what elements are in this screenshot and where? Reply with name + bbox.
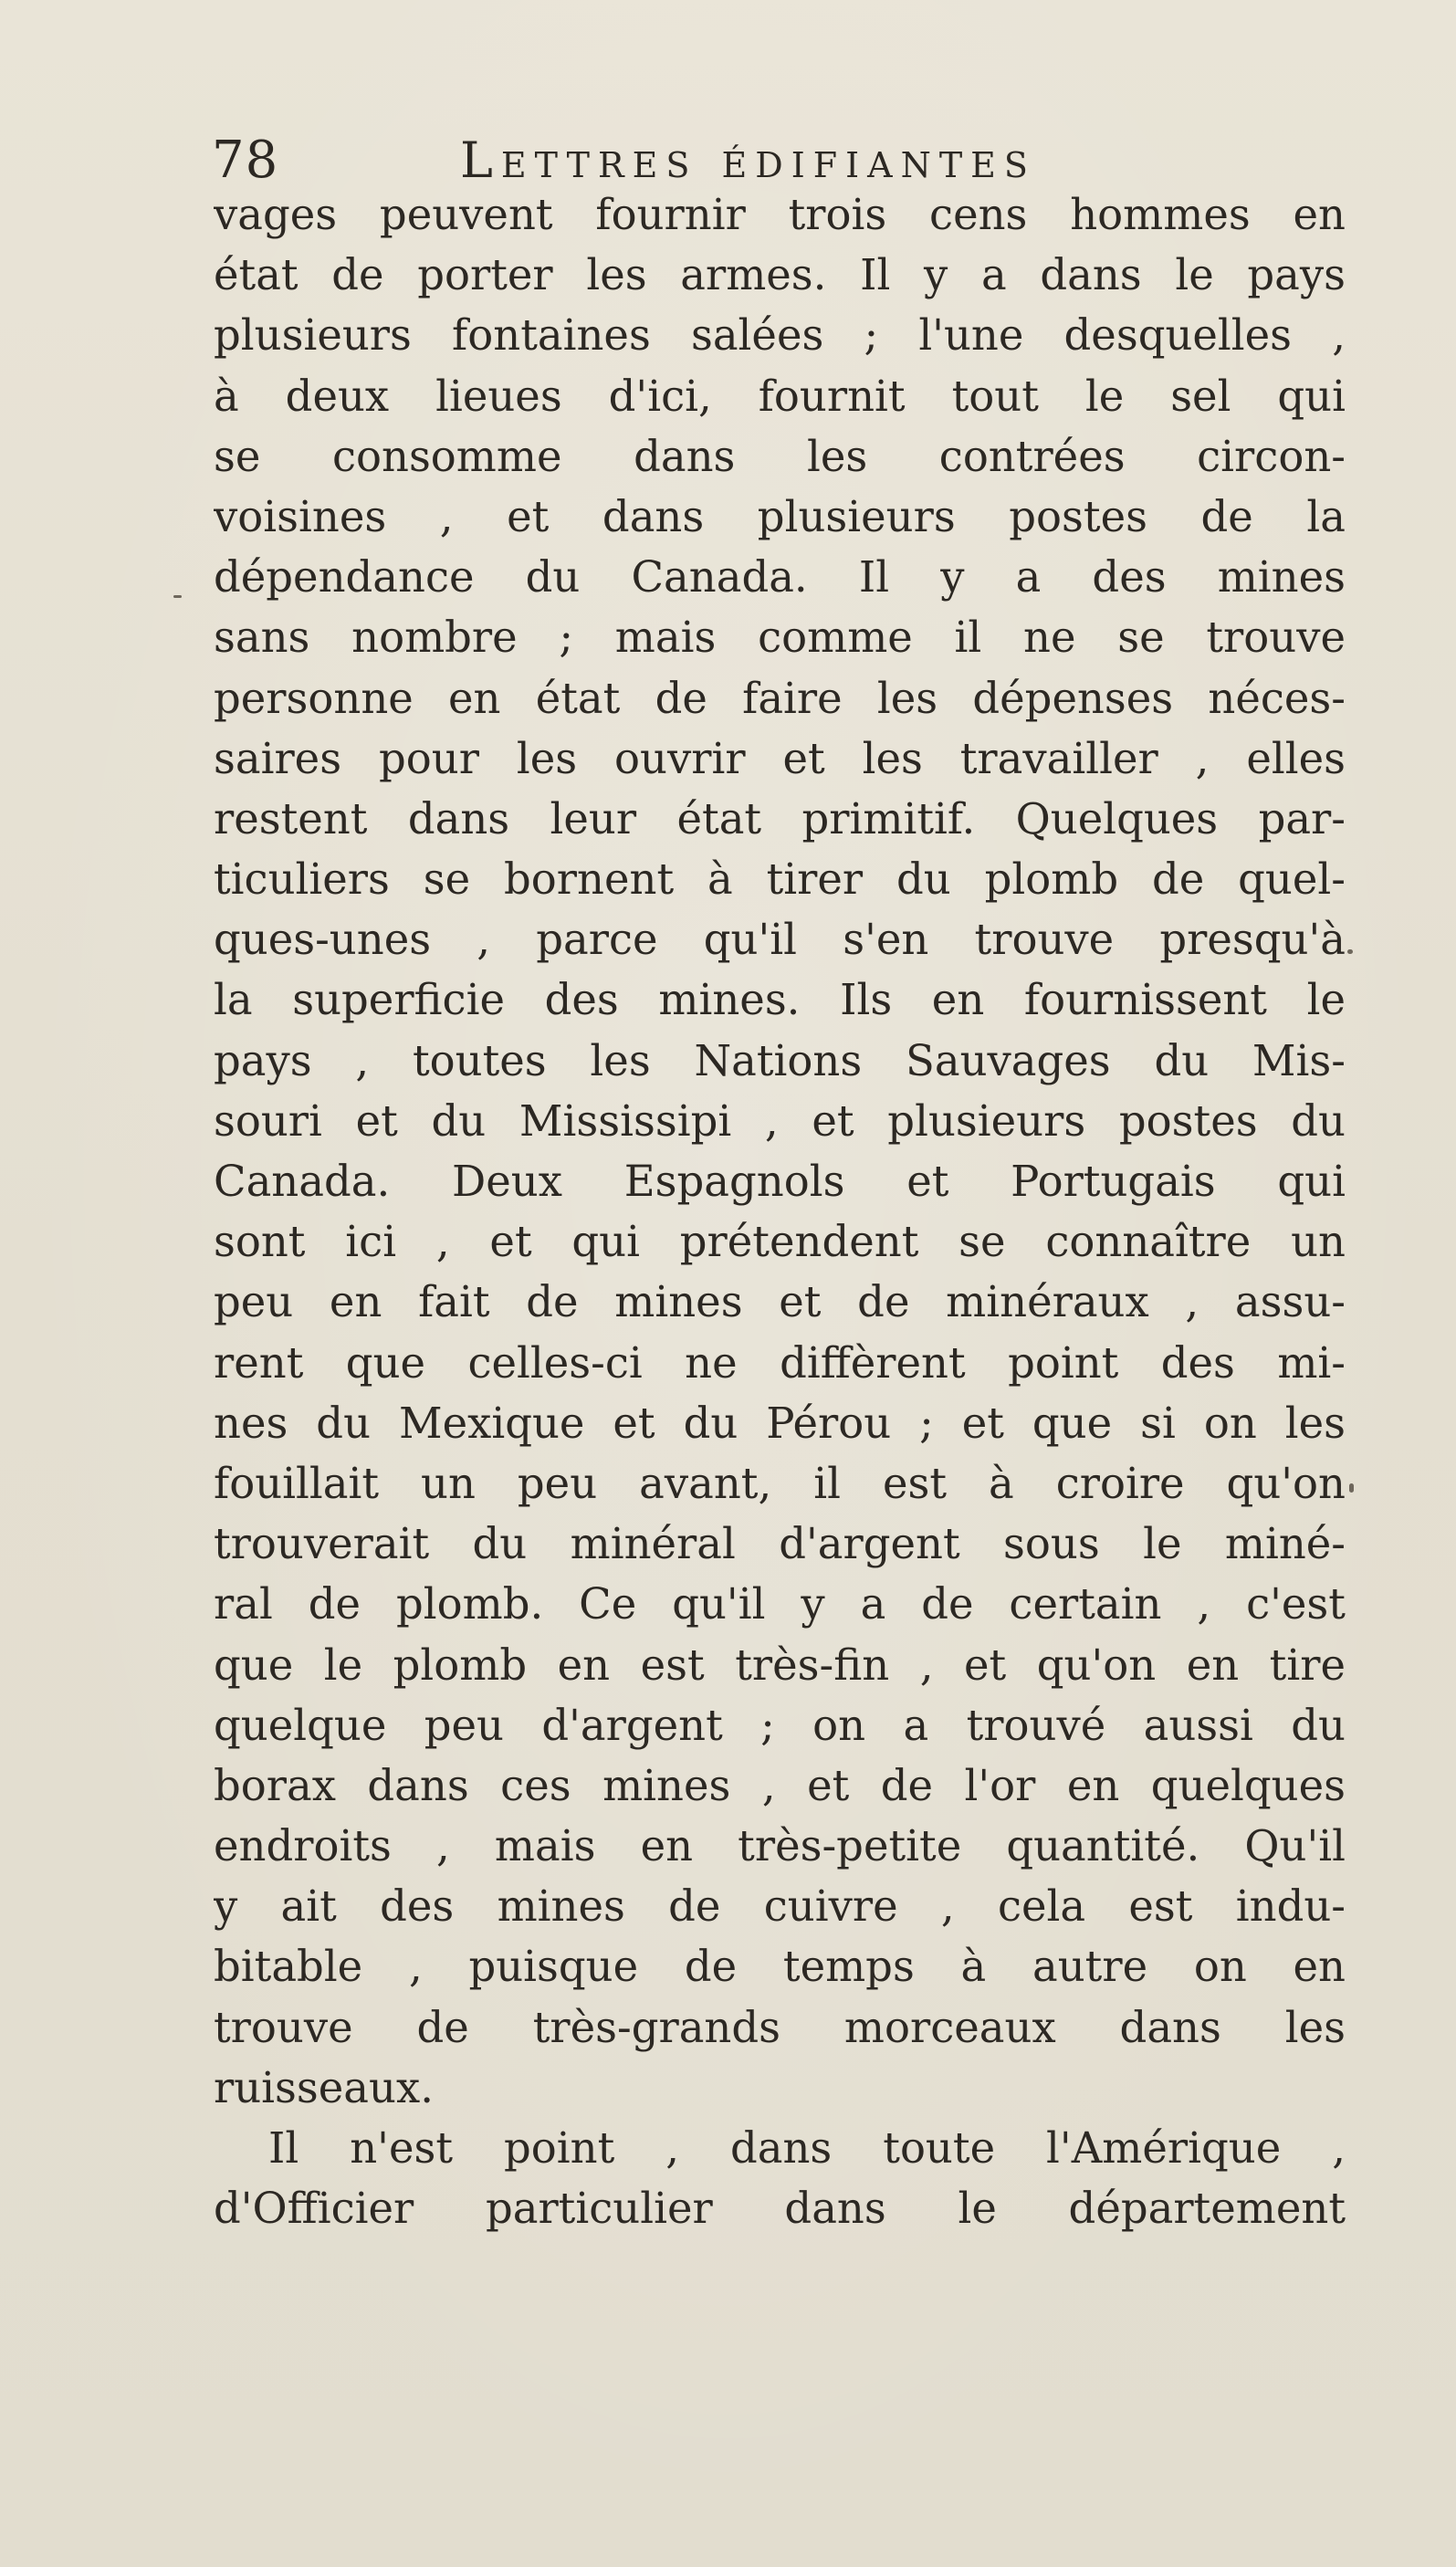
text-line: d'Officier particulier dans le département [214,2184,1346,2234]
text-line: la superficie des mines. Ils en fournissent le [214,975,1346,1025]
text-line: nes du Mexique et du Pérou ; et que si on les [214,1398,1346,1448]
text-line: vages peuvent fournir trois cens hommes en [214,190,1346,239]
text-line: bitable , puisque de temps à autre on en [214,1942,1346,1992]
text-line: ruisseaux. [214,2062,434,2112]
margin-speck [173,595,182,598]
text-line: ral de plomb. Ce qu'il y a de certain , c'est [214,1579,1346,1629]
text-line: rent que celles-ci ne diffèrent point des mi- [214,1337,1346,1388]
text-line: trouve de très-grands morceaux dans les [214,2002,1346,2052]
text-line: souri et du Mississipi , et plusieurs postes du [214,1095,1346,1146]
text-line: y ait des mines de cuivre , cela est indu- [214,1881,1346,1932]
text-line: personne en état de faire les dépenses néces- [214,673,1346,723]
text-line: Il n'est point , dans toute l'Amérique , [268,2123,1346,2173]
margin-speck [1349,1483,1354,1493]
running-title: Lettres édifiantes [460,131,1036,189]
text-line: état de porter les armes. Il y a dans le pays [214,250,1346,300]
text-line: sans nombre ; mais comme il ne se trouve [214,613,1346,663]
text-line: quelque peu d'argent ; on a trouvé aussi du [214,1700,1346,1750]
text-line: que le plomb en est très-fin , et qu'on en tire [214,1640,1346,1690]
text-line: dépendance du Canada. Il y a des mines [214,552,1346,602]
paragraph [214,2118,1346,2238]
text-line: à deux lieues d'ici, fournit tout le sel qui [214,371,1346,421]
text-line: pays , toutes les Nations Sauvages du Mis- [214,1035,1346,1085]
text-line: trouverait du minéral d'argent sous le miné- [214,1519,1346,1569]
text-line: borax dans ces mines , et de l'or en quelques [214,1760,1346,1810]
text-line: sont ici , et qui prétendent se connaître un [214,1217,1346,1267]
paragraph [214,184,1346,2118]
body-text [214,184,1346,2238]
text-line: ques-unes , parce qu'il s'en trouve presqu'à [214,915,1346,965]
margin-speck [1347,949,1353,954]
text-line: endroits , mais en très-petite quantité. Qu'il [214,1821,1346,1871]
text-line: se consomme dans les contrées circon- [214,431,1346,481]
text-line: voisines , et dans plusieurs postes de la [214,491,1346,541]
text-line: ticuliers se bornent à tirer du plomb de quel- [214,854,1346,905]
text-line: peu en fait de mines et de minéraux , assu- [214,1277,1346,1327]
text-line: fouillait un peu avant, il est à croire qu'on [214,1458,1346,1508]
page-number: 78 [212,131,279,190]
text-line: saires pour les ouvrir et les travailler , elles [214,733,1346,783]
text-line: plusieurs fontaines salées ; l'une desquelles , [214,310,1346,361]
text-line: restent dans leur état primitif. Quelques par- [214,793,1346,843]
text-line: Canada. Deux Espagnols et Portugais qui [214,1157,1346,1206]
